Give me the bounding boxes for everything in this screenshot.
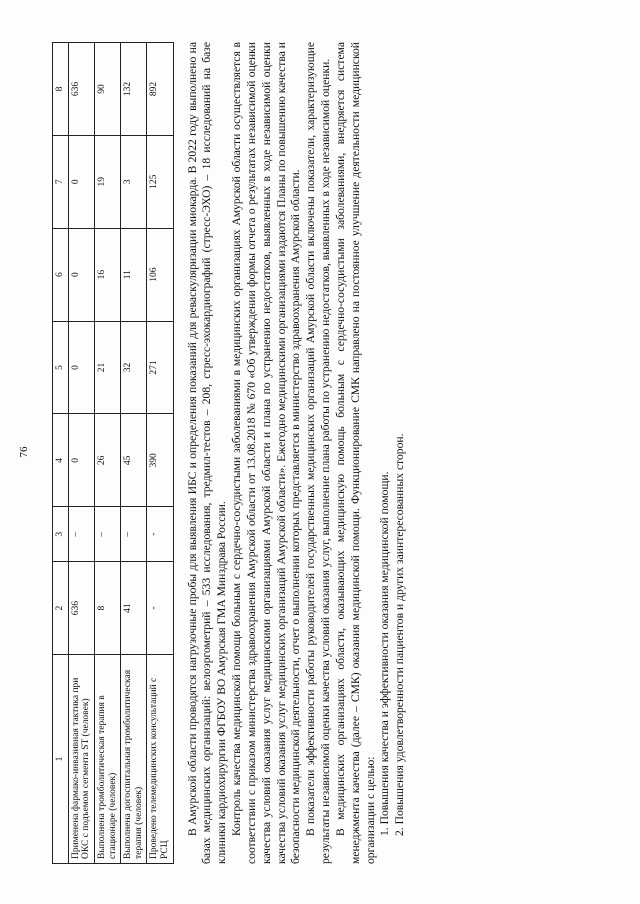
rotated-document-page	[10, 12, 630, 892]
table-cell: 21	[94, 321, 120, 414]
list-item: 2. Повышения удовлетворенности пациентов и других заинтересованных сторон.	[393, 433, 407, 836]
row-label: Выполнена догоспитальная тромболитическая терапия (человек)	[121, 655, 147, 864]
statistics-table	[52, 42, 174, 864]
paragraph: В показатели эффективности работы руководителей государственных медицинских организаций Амурской области включены показатели, характеризующие результаты независимой оценки качества условий оказания услуг, выполнение плана работы по устранению недостатков, выявленных в ходе независимой оценки.	[304, 42, 333, 864]
table-cell: 390	[147, 414, 173, 507]
table-cell: 125	[147, 135, 173, 228]
table-cell: 45	[121, 414, 147, 507]
table-row	[94, 43, 120, 864]
table-cell: 0	[68, 414, 94, 507]
table-cell: 16	[94, 228, 120, 321]
table-header-row	[53, 43, 69, 864]
table-cell: -	[147, 507, 173, 562]
table-header-cell: 7	[53, 135, 69, 228]
table-row	[68, 43, 94, 864]
table-cell: 636	[68, 43, 94, 136]
table-cell: 892	[147, 43, 173, 136]
table-cell: 636	[68, 562, 94, 655]
table-cell: 132	[121, 43, 147, 136]
table-header-cell: 4	[53, 414, 69, 507]
paragraph: В медицинских организациях области, оказывающих медицинскую помощь больным с сердечно-сосудистыми заболеваниями, внедряется система менеджмента качества (далее – СМК) оказания медицинской помощи. Функционирование СМК направлено на постоянное улучшение деятельности медицинской организации с целью:	[333, 42, 377, 864]
table-header-cell: 5	[53, 321, 69, 414]
table-cell: -	[147, 562, 173, 655]
table-cell: 0	[68, 228, 94, 321]
paragraph: Контроль качества медицинской помощи больным с сердечно-сосудистыми заболеваниями в медицинских организациях Амурской области осуществляется в соответствии с приказом министерства здравоохранения Амурской области от 13.08.2018 № 670 «Об утверждении формы отчета о результатах независимой оценки качества условий оказания услуг медицинскими организациями Амурской области и плана по устранению недостатков, выявленных в ходе независимой оценки качества условий оказания услуг медицинских организаций Амурской области». Ежегодно медицинскими организациями издаются Планы по повышению качества и безопасности медицинской деятельности, отчет о выполнении которых представляется в министерство здравоохранения Амурской области.	[230, 42, 303, 864]
row-label: Выполнена тромболитическая терапия в стационаре (человек)	[94, 655, 120, 864]
table-cell: 106	[147, 228, 173, 321]
table-cell: –	[68, 507, 94, 562]
table-cell: 19	[94, 135, 120, 228]
table-cell: 41	[121, 562, 147, 655]
table-header-cell: 8	[53, 43, 69, 136]
body-text	[186, 42, 408, 864]
row-label: Проведено телемедицинских консультаций с РСЦ	[147, 655, 173, 864]
table-cell: 0	[68, 321, 94, 414]
page-number: 76	[18, 446, 30, 458]
table-cell: 3	[121, 135, 147, 228]
table-cell: 0	[68, 135, 94, 228]
table-header-cell: 3	[53, 507, 69, 562]
table-cell: 8	[94, 562, 120, 655]
table-cell: –	[94, 507, 120, 562]
list-item: 1. Повышения качества и эффективности оказания медицинской помощи.	[378, 471, 392, 836]
table-row	[147, 43, 173, 864]
table-cell: 90	[94, 43, 120, 136]
table-cell: –	[121, 507, 147, 562]
table-row	[121, 43, 147, 864]
table-cell: 26	[94, 414, 120, 507]
row-label: Применена фармако-инвазивная тактика при ОКС с подъемом сегмента ST (человек)	[68, 655, 94, 864]
table-cell: 271	[147, 321, 173, 414]
table-cell: 32	[121, 321, 147, 414]
paragraph: В Амурской области проводятся нагрузочные пробы для выявления ИБС и определения показаний для реваскуляризации миокарда. В 2022 году выполнено на базах медицинских организаций: велоэргометрий – 533 исследования, тредмил-тестов – 208, стресс-эхокардиографий (стресс-ЭХО) – 18 исследований на базе клиники кардиохирургии ФГБОУ ВО Амурская ГМА Минздрава России.	[185, 42, 229, 864]
table-header-cell: 1	[53, 655, 69, 864]
table-header-cell: 6	[53, 228, 69, 321]
table-header-cell: 2	[53, 562, 69, 655]
table-cell: 11	[121, 228, 147, 321]
